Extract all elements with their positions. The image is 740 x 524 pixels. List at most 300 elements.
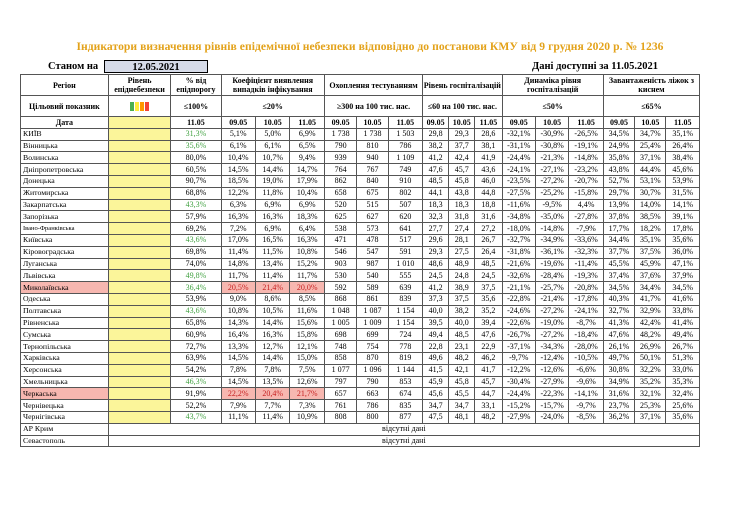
region-name: Хмельницька [21, 376, 109, 388]
testing-cell: 1 087 [357, 305, 388, 317]
beds-cell: 37,1% [635, 152, 666, 164]
detection-cell: 5,1% [221, 128, 255, 140]
detection-cell: 10,7% [255, 152, 289, 164]
table-row [21, 317, 700, 329]
beds-cell: 30,7% [635, 187, 666, 199]
pct-cell: 52,2% [171, 400, 221, 412]
hosp-cell: 48,9 [449, 258, 475, 270]
dynamics-cell: -35,0% [535, 211, 568, 223]
testing-cell: 870 [357, 352, 388, 364]
hosp-cell: 42,4 [449, 152, 475, 164]
testing-cell: 808 [324, 411, 356, 423]
region-name: Львівська [21, 270, 109, 282]
testing-cell: 790 [357, 376, 388, 388]
pct-cell: 43,7% [171, 411, 221, 423]
beds-cell: 32,4% [666, 388, 700, 400]
pct-cell: 72,7% [171, 341, 221, 353]
table-row [21, 211, 700, 223]
region-name: Сумська [21, 329, 109, 341]
detection-cell: 16,5% [255, 234, 289, 246]
testing-cell: 1 738 [324, 128, 356, 140]
region-name: Чернігівська [21, 411, 109, 423]
testing-cell: 764 [324, 164, 356, 176]
region-name: Рівненська [21, 317, 109, 329]
header-region: Регіон [21, 75, 109, 96]
hosp-cell: 38,2 [449, 305, 475, 317]
detection-cell: 6,4% [290, 223, 325, 235]
target-pct: ≤100% [171, 96, 221, 117]
dynamics-cell: -15,2% [502, 400, 535, 412]
dynamics-cell: -33,6% [569, 234, 603, 246]
testing-cell: 573 [357, 223, 388, 235]
detection-cell: 14,4% [255, 317, 289, 329]
traffic-light-segment [140, 102, 144, 111]
detection-cell: 14,5% [221, 376, 255, 388]
testing-cell: 592 [324, 282, 356, 294]
testing-cell: 868 [324, 293, 356, 305]
dynamics-cell: -9,7% [569, 400, 603, 412]
region-name: Волинська [21, 152, 109, 164]
testing-cell: 515 [357, 199, 388, 211]
dynamics-cell: -19,1% [569, 140, 603, 152]
beds-cell: 17,8% [666, 223, 700, 235]
region-name: Житомирська [21, 187, 109, 199]
dynamics-cell: 4,4% [569, 199, 603, 211]
pct-cell: 60,5% [171, 164, 221, 176]
table-row [21, 388, 700, 400]
level-cell [108, 175, 171, 187]
beds-cell: 35,1% [666, 128, 700, 140]
region-name: Київська [21, 234, 109, 246]
beds-cell: 34,4% [603, 234, 634, 246]
table-row [21, 164, 700, 176]
dynamics-cell: -19,3% [569, 270, 603, 282]
hosp-cell: 27,5 [449, 246, 475, 258]
hosp-cell: 34,7 [449, 400, 475, 412]
beds-cell: 48,2% [635, 329, 666, 341]
testing-cell: 674 [388, 388, 422, 400]
dynamics-cell: -32,6% [502, 270, 535, 282]
detection-cell: 16,3% [290, 234, 325, 246]
testing-cell: 786 [357, 400, 388, 412]
dynamics-cell: -7,9% [569, 223, 603, 235]
pct-cell: 68,8% [171, 187, 221, 199]
detection-cell: 14,5% [221, 164, 255, 176]
pct-cell: 69,2% [171, 223, 221, 235]
beds-cell: 38,5% [635, 211, 666, 223]
date-col: 10.05 [357, 117, 388, 129]
dynamics-cell: -24,6% [502, 305, 535, 317]
table-row [21, 270, 700, 282]
dynamics-cell: -14,8% [535, 223, 568, 235]
hosp-cell: 48,1 [449, 411, 475, 423]
hosp-cell: 38,2 [423, 140, 449, 152]
pct-cell: 63,9% [171, 352, 221, 364]
dynamics-cell: -27,2% [535, 329, 568, 341]
date-col: 11.05 [388, 117, 422, 129]
beds-cell: 41,7% [635, 293, 666, 305]
level-cell [108, 400, 171, 412]
detection-cell: 11,4% [255, 270, 289, 282]
level-cell [108, 364, 171, 376]
dynamics-cell: -27,2% [535, 305, 568, 317]
detection-cell: 8,5% [290, 293, 325, 305]
detection-cell: 6,1% [221, 140, 255, 152]
beds-cell: 18,2% [635, 223, 666, 235]
level-cell [108, 388, 171, 400]
beds-cell: 32,1% [635, 388, 666, 400]
detection-cell: 12,6% [290, 376, 325, 388]
table-row [21, 435, 700, 447]
hosp-cell: 48,5 [423, 175, 449, 187]
detection-cell: 9,0% [221, 293, 255, 305]
hosp-cell: 38,1 [475, 140, 502, 152]
beds-cell: 17,7% [603, 223, 634, 235]
dynamics-cell: -20,7% [569, 175, 603, 187]
region-name: Миколаївська [21, 282, 109, 294]
hosp-cell: 24,5 [475, 270, 502, 282]
detection-cell: 6,9% [255, 199, 289, 211]
level-cell [108, 293, 171, 305]
header-pct-threshold: % від епідпорогу [171, 75, 221, 96]
target-hosp: ≤60 на 100 тис. нас. [423, 96, 502, 117]
testing-cell: 748 [324, 341, 356, 353]
detection-cell: 10,8% [290, 246, 325, 258]
dynamics-cell: -21,1% [502, 282, 535, 294]
detection-cell: 15,0% [290, 352, 325, 364]
beds-cell: 26,1% [603, 341, 634, 353]
date-col: 10.05 [535, 117, 568, 129]
table-row [21, 376, 700, 388]
beds-cell: 44,4% [635, 164, 666, 176]
level-cell [108, 317, 171, 329]
hosp-cell: 38,9 [449, 282, 475, 294]
hosp-cell: 37,7 [449, 140, 475, 152]
beds-cell: 14,0% [635, 199, 666, 211]
region-name: Дніпропетровська [21, 164, 109, 176]
detection-cell: 7,3% [290, 400, 325, 412]
detection-cell: 10,9% [290, 411, 325, 423]
hosp-cell: 48,6 [423, 258, 449, 270]
dynamics-cell: -20,8% [569, 282, 603, 294]
detection-cell: 14,7% [290, 164, 325, 176]
hosp-cell: 41,5 [423, 364, 449, 376]
dynamics-cell: -31,8% [502, 246, 535, 258]
hosp-cell: 44,7 [475, 388, 502, 400]
detection-cell: 6,1% [255, 140, 289, 152]
level-date-cell [108, 117, 171, 129]
testing-cell: 835 [388, 400, 422, 412]
pct-cell: 74,0% [171, 258, 221, 270]
dynamics-cell: -17,8% [569, 293, 603, 305]
table-row [21, 199, 700, 211]
detection-cell: 12,7% [255, 341, 289, 353]
pct-cell: 65,8% [171, 317, 221, 329]
beds-cell: 49,4% [666, 329, 700, 341]
date-col: 09.05 [603, 117, 634, 129]
testing-cell: 786 [388, 140, 422, 152]
detection-cell: 7,7% [255, 400, 289, 412]
header-testing: Охоплення тестуванням [324, 75, 422, 96]
testing-cell: 1 048 [324, 305, 356, 317]
beds-cell: 35,1% [635, 234, 666, 246]
table-row [21, 400, 700, 412]
testing-cell: 625 [324, 211, 356, 223]
detection-cell: 10,8% [221, 305, 255, 317]
pct-cell: 43,3% [171, 199, 221, 211]
dynamics-cell: -9,6% [569, 376, 603, 388]
hosp-cell: 42,1 [449, 364, 475, 376]
testing-cell: 540 [357, 270, 388, 282]
beds-cell: 45,6% [666, 164, 700, 176]
region-name: Кіровоградська [21, 246, 109, 258]
hosp-cell: 47,6 [475, 329, 502, 341]
beds-cell: 34,5% [666, 282, 700, 294]
beds-cell: 29,7% [603, 187, 634, 199]
detection-cell: 11,6% [290, 305, 325, 317]
testing-cell: 675 [357, 187, 388, 199]
pct-cell: 69,8% [171, 246, 221, 258]
pct-cell: 35,6% [171, 140, 221, 152]
testing-cell: 749 [388, 164, 422, 176]
testing-cell: 1 005 [324, 317, 356, 329]
beds-cell: 36,0% [666, 246, 700, 258]
hosp-cell: 43,6 [475, 164, 502, 176]
dynamics-cell: -14,1% [569, 388, 603, 400]
beds-cell: 45,9% [635, 258, 666, 270]
testing-cell: 987 [357, 258, 388, 270]
dynamics-cell: -31,1% [502, 140, 535, 152]
testing-cell: 530 [324, 270, 356, 282]
status-row [0, 61, 740, 74]
beds-cell: 33,0% [666, 364, 700, 376]
beds-cell: 39,1% [666, 211, 700, 223]
testing-cell: 546 [324, 246, 356, 258]
header-beds: Завантаженість ліжок з киснем [603, 75, 699, 96]
detection-cell: 6,5% [290, 140, 325, 152]
testing-cell: 790 [324, 140, 356, 152]
dynamics-cell: -12,4% [535, 352, 568, 364]
hosp-cell: 47,6 [423, 164, 449, 176]
dynamics-cell: -27,2% [535, 175, 568, 187]
date-col: 09.05 [221, 117, 255, 129]
beds-cell: 34,9% [603, 376, 634, 388]
testing-cell: 547 [357, 246, 388, 258]
detection-cell: 15,6% [290, 317, 325, 329]
testing-cell: 555 [388, 270, 422, 282]
region-name: КИЇВ [21, 128, 109, 140]
dynamics-cell: -24,1% [502, 164, 535, 176]
detection-cell: 20,4% [255, 388, 289, 400]
beds-cell: 40,3% [603, 293, 634, 305]
dynamics-cell: -27,1% [535, 164, 568, 176]
dynamics-cell: -30,8% [535, 140, 568, 152]
testing-cell: 1 154 [388, 305, 422, 317]
testing-cell: 819 [388, 352, 422, 364]
target-row [21, 96, 700, 117]
testing-cell: 478 [357, 234, 388, 246]
testing-cell: 538 [324, 223, 356, 235]
detection-cell: 14,4% [255, 352, 289, 364]
dynamics-cell: -22,8% [502, 293, 535, 305]
testing-cell: 754 [357, 341, 388, 353]
testing-cell: 589 [357, 282, 388, 294]
dynamics-cell: -30,4% [502, 376, 535, 388]
hosp-cell: 45,7 [449, 164, 475, 176]
hosp-cell: 27,7 [423, 223, 449, 235]
hosp-cell: 40,0 [423, 305, 449, 317]
hosp-cell: 28,1 [449, 234, 475, 246]
level-cell [108, 140, 171, 152]
dynamics-cell: -34,3% [535, 341, 568, 353]
testing-cell: 507 [388, 199, 422, 211]
testing-cell: 903 [324, 258, 356, 270]
hosp-cell: 45,8 [449, 376, 475, 388]
date-col: 11.05 [666, 117, 700, 129]
hosp-cell: 34,7 [423, 400, 449, 412]
dynamics-cell: -23,2% [569, 164, 603, 176]
hosp-cell: 29,3 [449, 128, 475, 140]
hosp-cell: 22,8 [423, 341, 449, 353]
dynamics-cell: -24,0% [535, 411, 568, 423]
testing-cell: 1 154 [388, 317, 422, 329]
detection-cell: 11,7% [290, 270, 325, 282]
dynamics-cell: -15,8% [569, 187, 603, 199]
detection-cell: 15,8% [290, 329, 325, 341]
beds-cell: 52,7% [603, 175, 634, 187]
beds-cell: 31,6% [603, 388, 634, 400]
beds-cell: 47,6% [603, 329, 634, 341]
hosp-cell: 32,3 [423, 211, 449, 223]
detection-cell: 20,0% [290, 282, 325, 294]
dynamics-cell: -24,4% [502, 152, 535, 164]
dynamics-cell: -23,5% [502, 175, 535, 187]
testing-cell: 627 [357, 211, 388, 223]
hosp-cell: 37,5 [449, 293, 475, 305]
beds-cell: 32,7% [603, 305, 634, 317]
region-name: Чернівецька [21, 400, 109, 412]
hosp-cell: 41,2 [423, 152, 449, 164]
beds-cell: 51,3% [666, 352, 700, 364]
hosp-cell: 39,4 [475, 317, 502, 329]
dynamics-cell: -21,6% [502, 258, 535, 270]
region-name: Харківська [21, 352, 109, 364]
dynamics-cell: -27,5% [502, 187, 535, 199]
beds-cell: 13,9% [603, 199, 634, 211]
region-name: Херсонська [21, 364, 109, 376]
detection-cell: 14,8% [221, 258, 255, 270]
date-level: 11.05 [171, 117, 221, 129]
hosp-cell: 48,2 [475, 411, 502, 423]
pct-cell: 90,7% [171, 175, 221, 187]
dynamics-cell: -28,0% [569, 341, 603, 353]
detection-cell: 7,9% [221, 400, 255, 412]
detection-cell: 14,3% [221, 317, 255, 329]
level-cell [108, 411, 171, 423]
detection-cell: 8,6% [255, 293, 289, 305]
page-title: Індикатори визначення рівнів епідемічної небезпеки відповідно до постанови КМУ від 9 грудня 2020 р. № 1236 [76, 40, 664, 53]
dynamics-cell: -14,8% [569, 152, 603, 164]
table-row [21, 423, 700, 435]
region-name: Запорізька [21, 211, 109, 223]
testing-cell: 1 503 [388, 128, 422, 140]
beds-cell: 35,6% [666, 411, 700, 423]
hosp-cell: 41,9 [475, 152, 502, 164]
pct-cell: 91,9% [171, 388, 221, 400]
hosp-cell: 48,5 [475, 258, 502, 270]
hosp-cell: 44,8 [475, 187, 502, 199]
testing-cell: 940 [357, 152, 388, 164]
table-body [21, 128, 700, 447]
beds-cell: 38,4% [666, 152, 700, 164]
date-col: 10.05 [255, 117, 289, 129]
region-name: Вінницька [21, 140, 109, 152]
table-row [21, 364, 700, 376]
dynamics-cell: -24,4% [502, 388, 535, 400]
region-name: Полтавська [21, 305, 109, 317]
hosp-cell: 41,2 [423, 282, 449, 294]
detection-cell: 7,5% [290, 364, 325, 376]
level-cell [108, 234, 171, 246]
hosp-cell: 24,5 [423, 270, 449, 282]
hosp-cell: 39,5 [423, 317, 449, 329]
hosp-cell: 29,3 [423, 246, 449, 258]
hosp-cell: 47,5 [423, 411, 449, 423]
date-row [21, 117, 700, 129]
testing-cell: 1 738 [357, 128, 388, 140]
detection-cell: 11,1% [221, 411, 255, 423]
pct-cell: 49,8% [171, 270, 221, 282]
region-name: АР Крим [21, 423, 109, 435]
dynamics-cell: -12,2% [502, 364, 535, 376]
detection-cell: 22,2% [221, 388, 255, 400]
region-name: Луганська [21, 258, 109, 270]
dynamics-cell: -11,4% [569, 258, 603, 270]
beds-cell: 37,5% [635, 246, 666, 258]
beds-cell: 25,3% [635, 400, 666, 412]
date-col: 11.05 [569, 117, 603, 129]
hosp-cell: 27,4 [449, 223, 475, 235]
level-cell [108, 223, 171, 235]
hosp-cell: 45,7 [475, 376, 502, 388]
testing-cell: 1 010 [388, 258, 422, 270]
hosp-cell: 45,5 [449, 388, 475, 400]
hosp-cell: 43,8 [449, 187, 475, 199]
date-col: 10.05 [449, 117, 475, 129]
detection-cell: 20,5% [221, 282, 255, 294]
level-cell [108, 282, 171, 294]
status-label: Станом на [48, 61, 99, 72]
hosp-cell: 45,8 [449, 175, 475, 187]
hosp-cell: 22,9 [475, 341, 502, 353]
header-detection: Коефіцієнт виявлення випадків інфікування [221, 75, 324, 96]
table-row [21, 258, 700, 270]
dynamics-cell: -22,3% [535, 388, 568, 400]
testing-cell: 1 096 [357, 364, 388, 376]
no-data-cell: відсутні дані [108, 423, 699, 435]
hosp-cell: 44,1 [423, 187, 449, 199]
dynamics-cell: -10,5% [569, 352, 603, 364]
pct-cell: 57,9% [171, 211, 221, 223]
beds-cell: 37,6% [635, 270, 666, 282]
level-cell [108, 211, 171, 223]
traffic-light-legend [108, 96, 171, 117]
hosp-cell: 48,2 [449, 352, 475, 364]
beds-cell: 26,9% [635, 341, 666, 353]
level-cell [108, 329, 171, 341]
pct-cell: 54,2% [171, 364, 221, 376]
dynamics-cell: -25,7% [535, 282, 568, 294]
